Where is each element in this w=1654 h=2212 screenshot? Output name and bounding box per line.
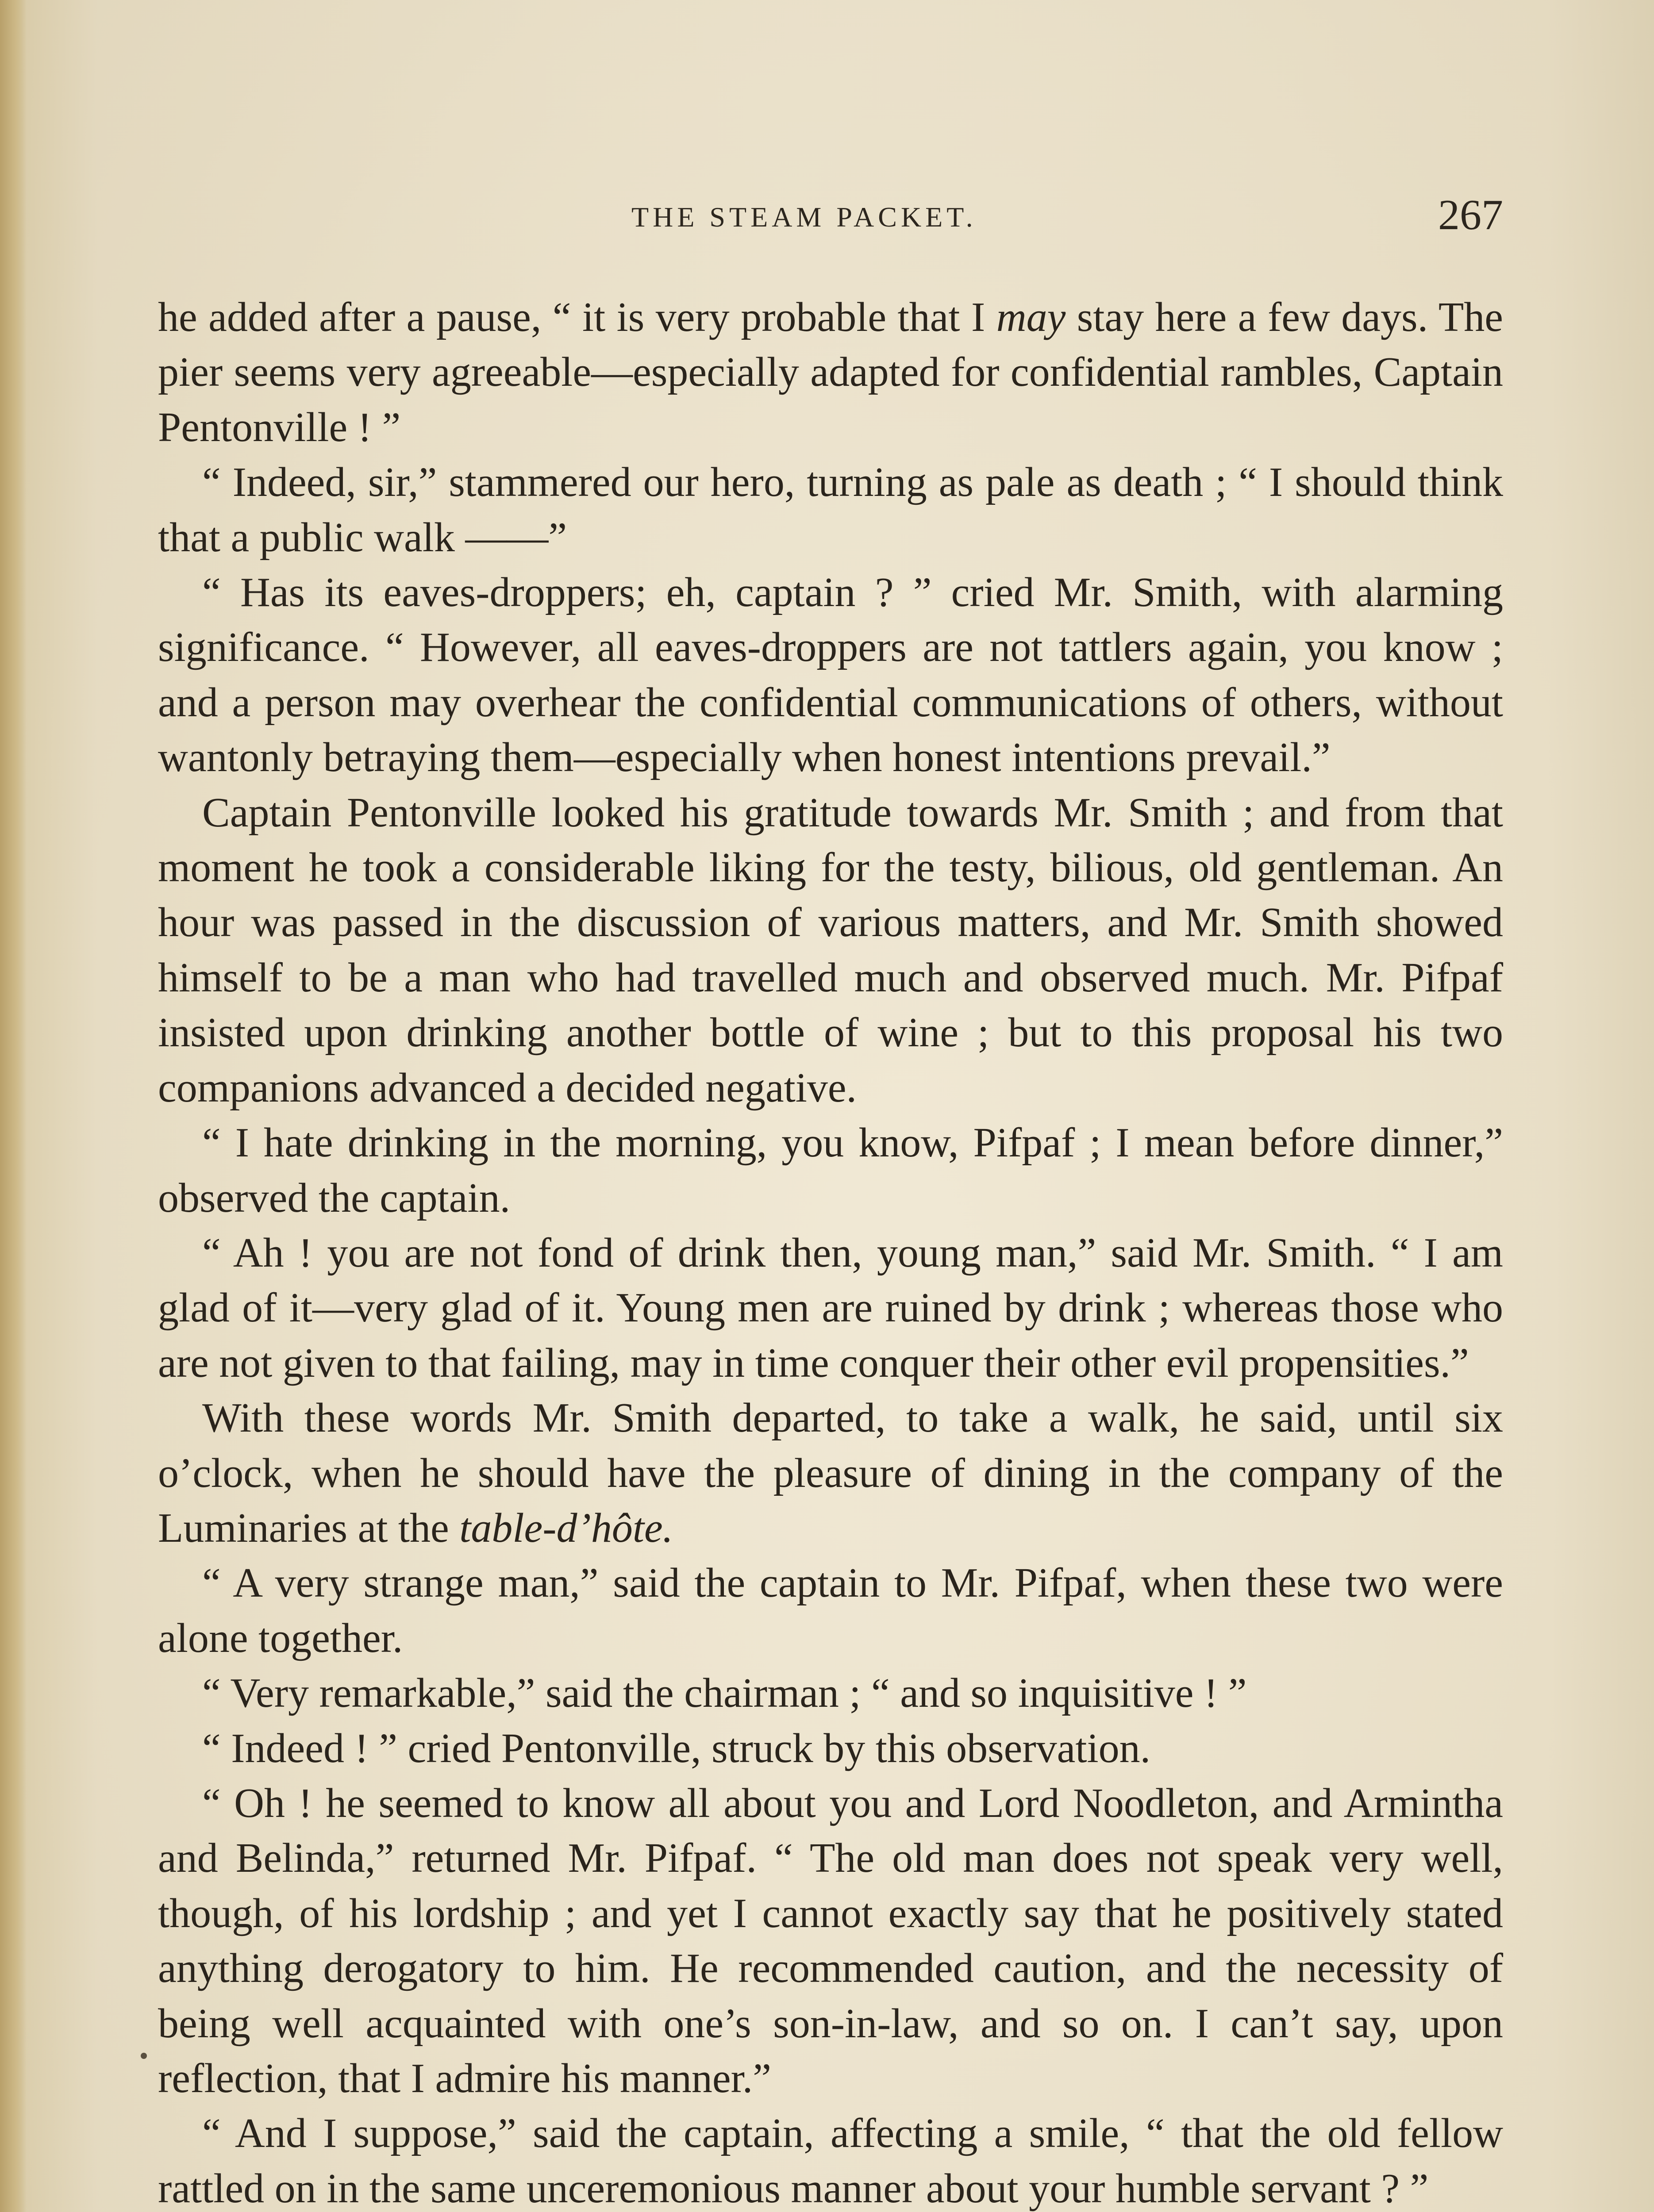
text-run: “ Very remarkable,” said the chairman ; “ and so inquisitive ! ” — [202, 1670, 1247, 1717]
text-run: “ Has its eaves-droppers; eh, captain ? ” cried Mr. Smith, with alarming significance. “ However, all eaves-droppers are not tattlers again, you know ; and a person may overhear the confidential communications of others, without wantonly betraying them—especially when honest intentions prevail.” — [158, 569, 1503, 781]
ink-speck — [141, 2053, 147, 2059]
page-header — [158, 190, 1503, 243]
text-run: “ Indeed, sir,” stammered our hero, turning as pale as death ; “ I should think that a public walk ——” — [158, 459, 1503, 561]
italic-text: may — [996, 294, 1066, 340]
italic-text: table-d’hôte. — [459, 1505, 673, 1551]
text-run: “ I hate drinking in the morning, you know, Pifpaf ; I mean before dinner,” observed the captain. — [158, 1120, 1503, 1221]
paragraph — [158, 1666, 1503, 1720]
page-gutter-shadow — [0, 0, 27, 2212]
paragraph — [158, 1776, 1503, 2106]
running-title: THE STEAM PACKET. — [631, 201, 977, 233]
text-run: With these words Mr. Smith departed, to take a walk, he said, until six o’clock, when he should have the pleasure of dining in the company of the Luminaries at the — [158, 1395, 1503, 1551]
paragraph — [158, 785, 1503, 1115]
text-run: “ Indeed ! ” cried Pentonville, struck by this observation. — [202, 1725, 1151, 1771]
paragraph — [158, 455, 1503, 565]
paragraph — [158, 1225, 1503, 1390]
text-run: stay here a few days. The pier seems very agreeable—especially adapted for confidential rambles, Captain Pentonville ! ” — [158, 294, 1503, 450]
paragraph — [158, 1555, 1503, 1666]
page-number: 267 — [1438, 191, 1503, 239]
paragraph — [158, 2106, 1503, 2212]
paragraph — [158, 1721, 1503, 1776]
text-run: “ Oh ! he seemed to know all about you and Lord Noodleton, and Armintha and Belinda,” returned Mr. Pifpaf. “ The old man does not speak very well, though, of his lordship ; and yet I cannot exactly say that he positively stated anything derogatory to him. He recommended caution, and the necessity of being well acquainted with one’s son-in-law, and so on. I can’t say, upon reflection, that I admire his manner.” — [158, 1780, 1503, 2101]
text-run: “ And I suppose,” said the captain, affecting a smile, “ that the old fellow rattled on in the same unceremonious manner about your humble servant ? ” — [158, 2110, 1503, 2212]
text-run: “ Ah ! you are not fond of drink then, young man,” said Mr. Smith. “ I am glad of it—very glad of it. Young men are ruined by drink ; whereas those who are not given to that failing, may in time conquer their other evil propensities.” — [158, 1229, 1503, 1386]
paragraph — [158, 1115, 1503, 1225]
paragraph — [158, 565, 1503, 785]
text-run: “ A very strange man,” said the captain to Mr. Pifpaf, when these two were alone together. — [158, 1560, 1503, 1661]
body-text — [158, 290, 1503, 2212]
text-run: Captain Pentonville looked his gratitude towards Mr. Smith ; and from that moment he took a considerable liking for the testy, bilious, old gentleman. An hour was passed in the discussion of various matters, and Mr. Smith showed himself to be a man who had travelled much and observed much. Mr. Pifpaf insisted upon drinking another bottle of wine ; but to this proposal his two companions advanced a decided negative. — [158, 789, 1503, 1111]
text-run: he added after a pause, “ it is very probable that I — [158, 294, 996, 340]
paragraph — [158, 1390, 1503, 1555]
paragraph — [158, 290, 1503, 455]
